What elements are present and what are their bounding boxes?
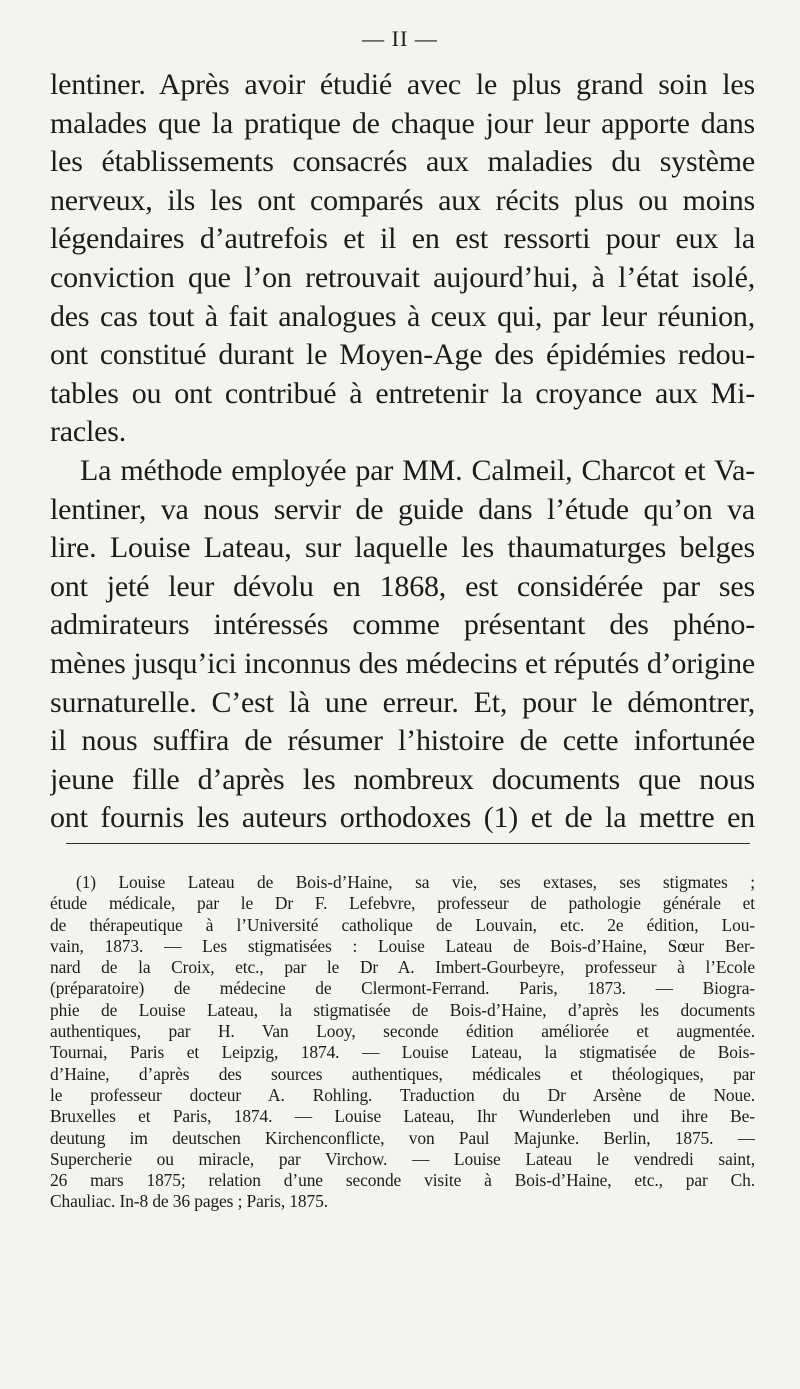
footnote-line: Tournai, Paris et Leipzig, 1874. — Louise Lateau, la stigmatisée de Bois- xyxy=(50,1042,755,1063)
text-line: des cas tout à fait analogues à ceux qui, par leur réunion, xyxy=(50,299,755,333)
text-line: ont jeté leur dévolu en 1868, est considérée par ses xyxy=(50,569,755,603)
text-line: ont fournis les auteurs orthodoxes (1) et de la mettre en xyxy=(50,801,755,835)
footnote-line: (préparatoire) de médecine de Clermont-Ferrand. Paris, 1873. — Biogra- xyxy=(50,978,755,999)
text-line: conviction que l’on retrouvait aujourd’hui, à l’état isolé, xyxy=(50,260,755,294)
text-line: admirateurs intéressés comme présentant des phéno- xyxy=(50,608,755,642)
footnote-line: de thérapeutique à l’Université catholique de Louvain, etc. 2e édition, Lou- xyxy=(50,914,755,935)
text-line: ont constitué durant le Moyen-Age des épidémies redou- xyxy=(50,338,755,372)
footnote-line: Supercherie ou miracle, par Virchow. — Louise Lateau le vendredi saint, xyxy=(50,1148,755,1169)
text-line: surnaturelle. C’est là une erreur. Et, pour le démontrer, xyxy=(50,685,755,719)
text-line: La méthode employée par MM. Calmeil, Charcot et Va- xyxy=(80,453,755,487)
footnote-line: nard de la Croix, etc., par le Dr A. Imbert-Gourbeyre, professeur à l’Ecole xyxy=(50,957,755,978)
footnote-line: phie de Louise Lateau, la stigmatisée de Bois-d’Haine, d’après les documents xyxy=(50,999,755,1020)
text-line: racles. xyxy=(50,415,127,449)
main-text xyxy=(50,66,755,838)
text-line: lentiner. Après avoir étudié avec le plus grand soin les xyxy=(50,68,755,101)
text-line: lentiner, va nous servir de guide dans l’étude qu’on va xyxy=(50,492,755,526)
text-line: légendaires d’autrefois et il en est ressorti pour eux la xyxy=(50,222,755,256)
footnote-line: deutung im deutschen Kirchenconflicte, von Paul Majunke. Berlin, 1875. — xyxy=(50,1127,755,1148)
text-line: malades que la pratique de chaque jour leur apporte dans xyxy=(50,106,755,140)
page-number: — II — xyxy=(362,26,438,51)
text-line: nerveux, ils les ont comparés aux récits plus ou moins xyxy=(50,183,755,217)
text-line: jeune fille d’après les nombreux documents que nous xyxy=(50,762,755,796)
text-line: tables ou ont contribué à entretenir la croyance aux Mi- xyxy=(50,376,755,410)
text-line: mènes jusqu’ici inconnus des médecins et réputés d’origine xyxy=(50,646,755,680)
footnote-line: 26 mars 1875; relation d’une seconde visite à Bois-d’Haine, etc., par Ch. xyxy=(50,1170,755,1191)
footnote-line: d’Haine, d’après des sources authentiques, médicales et théologiques, par xyxy=(50,1063,755,1084)
footnote-line: Chauliac. In-8 de 36 pages ; Paris, 1875. xyxy=(50,1191,328,1212)
footnote xyxy=(50,872,755,1213)
text-line: lire. Louise Lateau, sur laquelle les thaumaturges belges xyxy=(50,531,755,565)
footnote-line: vain, 1873. — Les stigmatisées : Louise Lateau de Bois-d’Haine, Sœur Ber- xyxy=(50,935,755,956)
footnote-line: Bruxelles et Paris, 1874. — Louise Lateau, Ihr Wunderleben und ihre Be- xyxy=(50,1106,755,1127)
text-line: il nous suffira de résumer l’histoire de cette infortunée xyxy=(50,724,755,758)
footnote-line: (1) Louise Lateau de Bois-d’Haine, sa vie, ses extases, ses stigmates ; xyxy=(76,872,755,892)
footnote-line: le professeur docteur A. Rohling. Traduction du Dr Arsène de Noue. xyxy=(50,1084,755,1105)
footnote-separator xyxy=(66,843,750,844)
text-line: les établissements consacrés aux maladies du système xyxy=(50,145,755,179)
footnote-line: étude médicale, par le Dr F. Lefebvre, professeur de pathologie générale et xyxy=(50,893,755,914)
footnote-line: authentiques, par H. Van Looy, seconde édition améliorée et augmentée. xyxy=(50,1021,755,1042)
